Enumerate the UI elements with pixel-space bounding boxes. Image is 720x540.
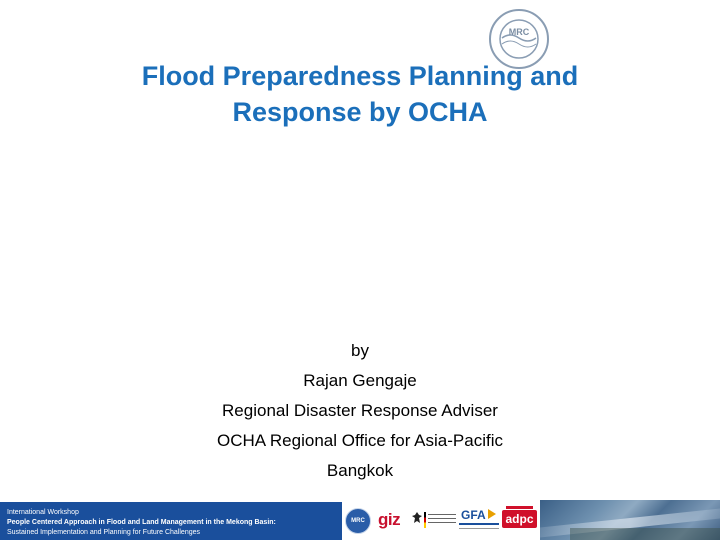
footer-divider xyxy=(0,500,342,502)
bmz-logo-text xyxy=(428,514,456,528)
presenter-role: Regional Disaster Response Adviser xyxy=(222,401,498,420)
presenter-name: Rajan Gengaje xyxy=(303,371,417,390)
title-line-1: Flood Preparedness Planning and xyxy=(141,61,579,91)
gfa-logo: GFA xyxy=(461,508,486,522)
footer-line-2: People Centered Approach in Flood and Land Management in the Mekong Basin: xyxy=(7,519,276,526)
footer-logos xyxy=(342,500,540,540)
mrc-logo: MRC xyxy=(345,508,371,534)
federal-eagle-icon xyxy=(412,511,422,527)
photo-land xyxy=(570,528,720,540)
gfa-arrow-icon xyxy=(488,509,496,519)
footer-text-panel xyxy=(0,500,342,540)
byline-by: by xyxy=(351,341,369,360)
giz-logo: giz xyxy=(378,510,401,529)
footer-line-1: International Workshop xyxy=(7,509,79,516)
adpc-logo: adpc xyxy=(502,510,537,528)
seal-abbrev: MRC xyxy=(508,27,530,37)
mekong-river-photo xyxy=(540,500,720,540)
byline xyxy=(60,336,660,486)
footer-bar xyxy=(0,500,720,540)
gfa-subtitle xyxy=(459,528,499,529)
slide-title xyxy=(60,58,660,130)
presenter-city: Bangkok xyxy=(326,461,394,480)
adpc-logo-top xyxy=(506,506,533,509)
title-line-2: Response by OCHA xyxy=(232,97,488,127)
german-flag-bar xyxy=(424,512,426,528)
gfa-underline xyxy=(459,523,499,525)
footer-line-3: Sustained Implementation and Planning for Future Challenges xyxy=(7,529,201,536)
presenter-office: OCHA Regional Office for Asia-Pacific xyxy=(217,431,503,450)
